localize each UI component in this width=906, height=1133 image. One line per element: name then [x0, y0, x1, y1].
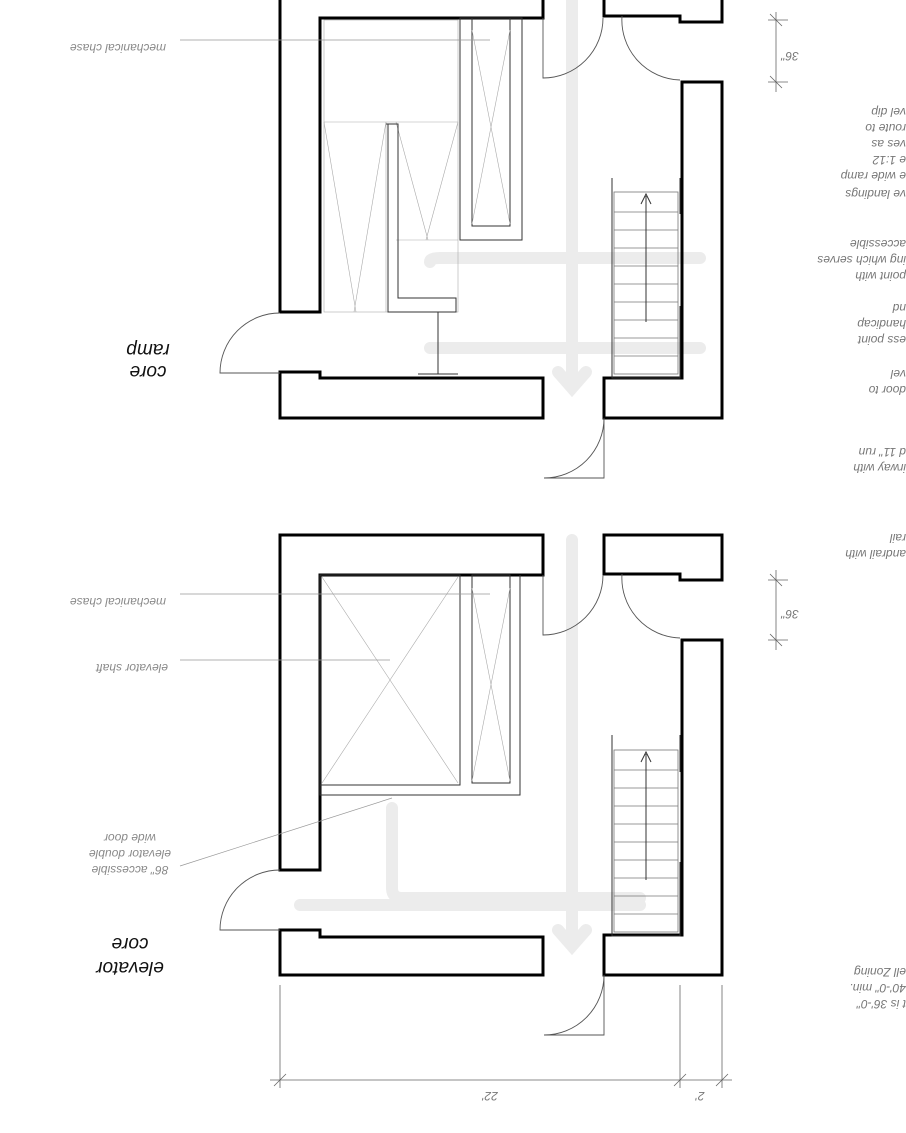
ramp-core-plan	[70, 0, 799, 478]
side-note: point with	[855, 269, 906, 283]
elevator-mechanical-chase-label: mechanical chase	[69, 595, 167, 609]
bottom-dimension-lines	[270, 985, 732, 1088]
ramp-core-left-door	[220, 313, 280, 373]
elevator-core-bottom-door	[544, 975, 604, 1035]
dim-2-label: 2'	[695, 1089, 705, 1103]
elevator-core-top-right-wall	[604, 535, 722, 580]
ramp-core-left-wall	[280, 0, 543, 312]
side-note: t is 36'-0"	[856, 997, 906, 1011]
side-note: route to	[865, 121, 906, 135]
side-note: andrail with	[845, 547, 906, 561]
side-note: ves as	[871, 137, 906, 151]
side-note: ell Zoning	[853, 965, 906, 979]
ramp-run	[324, 20, 458, 312]
ramp-dim-36-label: 36"	[781, 49, 799, 63]
ramp-mechanical-chase-label: mechanical chase	[69, 41, 167, 55]
ramp-core-bottom-door	[544, 418, 604, 478]
side-note: door to	[868, 383, 906, 397]
side-note: e 1:12	[872, 153, 906, 167]
elevator-core-left-door	[220, 870, 280, 930]
ramp-core-top-right-door	[622, 16, 680, 80]
elevator-cab-line	[320, 575, 520, 795]
side-note: ing which serves	[817, 253, 906, 267]
elevator-shaft-label: elevator shaft	[95, 661, 169, 675]
side-note: rail	[889, 531, 906, 545]
side-note: nd	[892, 301, 906, 315]
elevator-shaft-cross	[322, 577, 458, 783]
elevator-core-plan	[70, 535, 799, 1035]
elevator-core-top-right-door	[622, 574, 680, 638]
side-note: accessible	[849, 237, 906, 251]
elevator-door-note-line1: wide door	[103, 831, 157, 845]
ramp-slope-lines	[324, 122, 458, 312]
elevator-core-left-wall	[280, 535, 543, 870]
side-note: handicap	[857, 317, 906, 331]
elevator-door-leader	[180, 798, 392, 866]
circulation-arrow	[430, 0, 700, 385]
circulation-arrow	[300, 540, 640, 945]
elevator-core-bottom-wall	[280, 930, 543, 975]
bottom-dimensions	[270, 985, 732, 1103]
side-notes	[817, 105, 906, 1011]
elevator-core-title-line1: elevator	[96, 957, 164, 978]
side-note: ve landings	[845, 187, 906, 201]
elevator-core-right-wall	[604, 640, 722, 975]
chase-cross	[472, 30, 510, 224]
side-note: irway with	[853, 461, 906, 475]
side-note: ess point	[857, 333, 906, 347]
side-note: vel	[890, 367, 906, 381]
elevator-dim-36-label: 36"	[781, 607, 799, 621]
ramp-core-title-line2: core	[129, 361, 167, 382]
elevator-door-note-line2: elevator double	[88, 847, 172, 861]
chase-cross	[472, 588, 510, 781]
side-note: d 11" run	[858, 445, 906, 459]
dim-22-label: 22'	[482, 1089, 498, 1103]
elevator-core-title-line2: core	[111, 933, 149, 954]
ramp-core-title-line1: ramp	[126, 339, 170, 360]
ramp-core-bottom-wall	[280, 372, 543, 418]
elevator-door-note-line3: 86" accessible	[91, 863, 169, 877]
side-note: e wide ramp	[840, 169, 906, 183]
ramp-core-right-wall	[604, 82, 722, 418]
side-note: 40'-0" min.	[849, 981, 906, 995]
ramp-mechanical-chase	[460, 18, 522, 240]
side-note: vel dip	[871, 105, 906, 119]
ramp-handrail	[386, 124, 456, 312]
